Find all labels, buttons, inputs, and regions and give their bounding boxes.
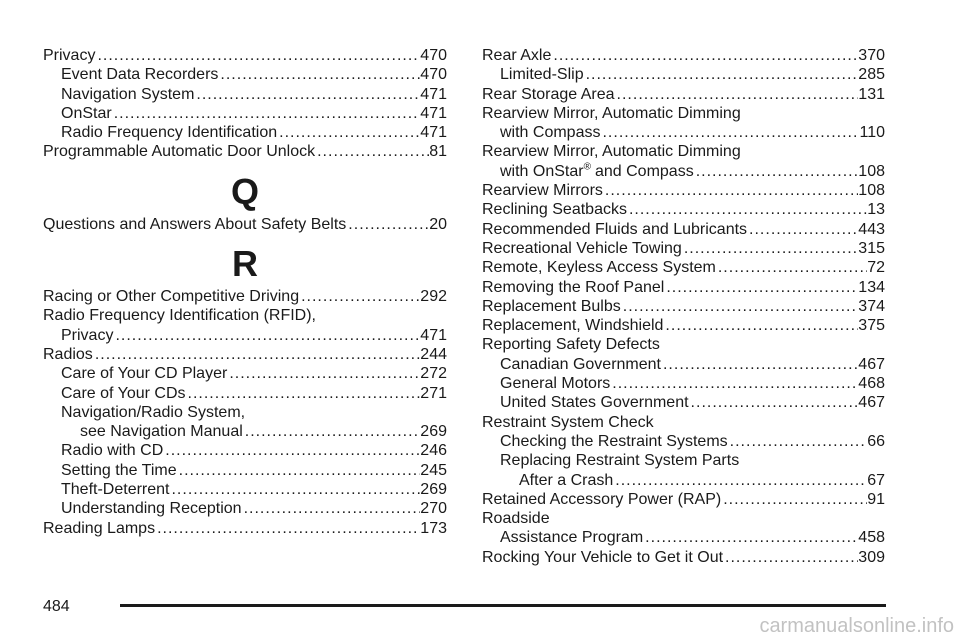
index-entry — [43, 85, 447, 104]
entry-label — [61, 85, 194, 104]
index-column-right — [482, 46, 885, 567]
entry-page-number: 309 — [858, 548, 885, 566]
dot-leader — [155, 519, 420, 538]
entry-label — [482, 297, 621, 316]
index-entry — [43, 499, 447, 518]
entry-label — [61, 123, 277, 142]
entry-label-text: Rocking Your Vehicle to Get it Out — [482, 548, 724, 566]
dot-leader — [112, 104, 421, 123]
dot-leader — [627, 200, 867, 219]
index-entry — [43, 480, 447, 499]
entry-page-number: 91 — [867, 490, 885, 508]
registered-mark: ® — [583, 161, 591, 173]
dot-leader — [277, 123, 420, 142]
index-entry — [482, 142, 885, 161]
entry-page-number: 468 — [858, 375, 885, 393]
entry-label-text: OnStar — [61, 104, 112, 122]
entry-label — [482, 142, 741, 161]
dot-leader — [682, 239, 858, 258]
entry-label-text: Reporting Safety Defects — [482, 336, 660, 354]
entry-label — [482, 239, 682, 258]
entry-label-text: Rear Axle — [482, 47, 552, 64]
entry-page-number: 245 — [420, 461, 447, 479]
index-entry — [43, 306, 447, 325]
entry-label — [500, 374, 610, 393]
entry-page-number: 370 — [858, 47, 885, 64]
entry-page-number: 467 — [858, 394, 885, 412]
index-entry — [43, 65, 447, 84]
entry-page-number: 470 — [420, 66, 447, 84]
entry-label-text: Recommended Fluids and Lubricants — [482, 220, 748, 238]
dot-leader — [551, 46, 858, 65]
entry-label-text: with OnStar — [500, 162, 584, 180]
dot-leader — [242, 499, 421, 518]
dot-leader — [716, 258, 867, 277]
entry-label-text: Restraint System Check — [482, 413, 654, 431]
entry-page-number: 467 — [858, 355, 885, 373]
entry-page-number: 108 — [858, 182, 885, 200]
section-letter-q: Q — [230, 170, 259, 212]
dot-leader — [218, 65, 420, 84]
entry-label-text: Reading Lamps — [43, 519, 156, 537]
entry-label-text: Navigation/Radio System, — [61, 403, 246, 421]
dot-leader — [721, 490, 867, 509]
index-entry — [482, 181, 885, 200]
entry-label — [61, 364, 227, 383]
entry-label — [61, 461, 177, 480]
entry-label — [482, 335, 660, 354]
index-entry — [43, 441, 447, 460]
index-entry — [482, 451, 885, 470]
entry-label-text: Replacing Restraint System Parts — [500, 452, 740, 470]
index-entry — [482, 335, 885, 354]
dot-leader — [610, 374, 858, 393]
entry-label — [61, 65, 218, 84]
entry-label-text: Racing or Other Competitive Driving — [43, 288, 300, 306]
page-number: 484 — [43, 598, 70, 615]
index-entry — [482, 46, 885, 65]
index-entry — [482, 471, 885, 490]
entry-label — [500, 355, 661, 374]
entry-label — [61, 499, 242, 518]
entry-label — [500, 393, 689, 412]
entry-label — [500, 451, 739, 470]
entry-label-text: General Motors — [500, 375, 611, 393]
entry-page-number: 269 — [420, 481, 447, 499]
entry-label-text: Theft-Deterrent — [61, 481, 170, 499]
index-entry — [482, 220, 885, 239]
entry-page-number: 272 — [420, 365, 447, 383]
index-entry — [482, 85, 885, 104]
index-entry — [482, 162, 885, 181]
index-entry — [43, 326, 447, 345]
index-entry — [43, 46, 447, 65]
index-entry — [482, 413, 885, 432]
entry-label-text: Radio with CD — [61, 442, 164, 460]
entry-label-text: Removing the Roof Panel — [482, 278, 665, 296]
entry-label — [482, 413, 654, 432]
dot-leader — [728, 432, 868, 451]
dot-leader — [643, 528, 858, 547]
entry-label-text: Rearview Mirrors — [482, 182, 603, 200]
entry-label-text: Care of Your CDs — [61, 384, 186, 402]
entry-label-text: After a Crash — [519, 471, 614, 489]
entry-label-text: Navigation System — [61, 85, 195, 103]
index-entry — [43, 384, 447, 403]
entry-page-number: 443 — [858, 220, 885, 238]
footer-rule — [120, 604, 886, 607]
dot-leader — [615, 85, 859, 104]
entry-page-number: 292 — [420, 288, 447, 306]
entry-label — [482, 490, 721, 509]
index-entry — [43, 364, 447, 383]
dot-leader — [603, 181, 858, 200]
index-entry — [482, 490, 885, 509]
entry-label-text: Questions and Answers About Safety Belts — [43, 215, 347, 233]
entry-page-number: 13 — [867, 201, 885, 219]
entry-label-text: Understanding Reception — [61, 500, 242, 518]
entry-label — [500, 432, 728, 451]
index-entry — [43, 461, 447, 480]
entry-label — [80, 422, 243, 441]
entry-page-number: 315 — [858, 239, 885, 257]
entry-page-number: 110 — [859, 124, 885, 142]
index-entry — [482, 374, 885, 393]
index-entry — [482, 278, 885, 297]
entry-label — [43, 345, 93, 364]
index-entry — [43, 123, 447, 142]
entry-label — [500, 162, 694, 181]
entry-label — [482, 181, 603, 200]
entry-label-text: Care of Your CD Player — [61, 365, 228, 383]
entry-page-number: 66 — [867, 432, 885, 450]
entry-page-number: 458 — [858, 529, 885, 547]
dot-leader — [689, 393, 859, 412]
watermark: carmanualsonline.info — [759, 615, 954, 637]
entry-label-text: Remote, Keyless Access System — [482, 259, 716, 277]
entry-label — [500, 65, 584, 84]
entry-label — [482, 509, 550, 528]
dot-leader — [227, 364, 420, 383]
entry-label-continued: and Compass — [594, 162, 694, 180]
dot-leader — [177, 461, 421, 480]
index-entry — [482, 239, 885, 258]
dot-leader — [664, 278, 858, 297]
dot-leader — [346, 215, 429, 234]
entry-label-text: Rear Storage Area — [482, 85, 615, 103]
entry-page-number: 67 — [867, 471, 885, 489]
index-entry — [482, 528, 885, 547]
index-entry — [482, 548, 885, 567]
entry-label-text: Canadian Government — [500, 355, 661, 373]
entry-page-number: 20 — [429, 215, 447, 233]
entry-page-number: 470 — [420, 47, 447, 64]
dot-leader — [584, 65, 859, 84]
entry-label — [43, 46, 95, 65]
entry-page-number: 246 — [420, 442, 447, 460]
entry-label — [482, 46, 551, 65]
entry-label — [500, 123, 600, 142]
dot-leader — [95, 46, 420, 65]
entry-page-number: 108 — [858, 162, 885, 180]
entry-page-number: 173 — [420, 519, 447, 537]
entry-page-number: 471 — [420, 104, 447, 122]
entry-label — [482, 278, 664, 297]
entry-label — [482, 548, 723, 567]
index-entry — [43, 345, 447, 364]
entry-page-number: 131 — [858, 85, 885, 103]
index-entry — [43, 215, 447, 234]
entry-label-text: Privacy — [43, 47, 96, 64]
entry-page-number: 375 — [858, 317, 885, 335]
entry-label-text: United States Government — [500, 394, 689, 412]
dot-leader — [663, 316, 858, 335]
entry-label-text: Replacement, Windshield — [482, 317, 664, 335]
entry-label-text: Radio Frequency Identification (RFID), — [43, 307, 316, 325]
entry-label — [61, 384, 186, 403]
entry-label-text: Roadside — [482, 510, 550, 528]
entry-label-text: Recreational Vehicle Towing — [482, 239, 682, 257]
entry-page-number: 269 — [420, 423, 447, 441]
dot-leader — [194, 85, 420, 104]
index-entry — [482, 297, 885, 316]
entry-page-number: 285 — [858, 66, 885, 84]
entry-label — [43, 287, 299, 306]
entry-label — [61, 480, 169, 499]
dot-leader — [186, 384, 421, 403]
entry-label-text: Setting the Time — [61, 461, 177, 479]
entry-label-text: Replacement Bulbs — [482, 297, 621, 315]
entry-label — [482, 85, 615, 104]
entry-page-number: 134 — [858, 278, 885, 296]
entry-label-text: Assistance Program — [500, 529, 644, 547]
entry-page-number: 270 — [420, 500, 447, 518]
entry-label — [43, 306, 316, 325]
dot-leader — [694, 162, 859, 181]
index-column-left — [43, 46, 447, 538]
index-entry — [43, 287, 447, 306]
entry-label-text: Event Data Recorders — [61, 66, 219, 84]
entry-label-text: Programmable Automatic Door Unlock — [43, 143, 316, 161]
index-entry — [43, 104, 447, 123]
entry-label — [43, 519, 155, 538]
entry-label-text: see Navigation Manual — [80, 423, 243, 441]
index-entry — [43, 422, 447, 441]
index-entry — [482, 258, 885, 277]
dot-leader — [315, 142, 429, 161]
entry-label — [43, 215, 346, 234]
entry-label-text: Rearview Mirror, Automatic Dimming — [482, 143, 741, 161]
index-entry — [43, 403, 447, 422]
index-entry — [482, 509, 885, 528]
entry-label — [61, 403, 245, 422]
entry-page-number: 271 — [420, 384, 447, 402]
index-entry — [482, 123, 885, 142]
index-entry — [482, 65, 885, 84]
entry-label-text: Checking the Restraint Systems — [500, 432, 728, 450]
index-entry — [43, 519, 447, 538]
dot-leader — [661, 355, 858, 374]
entry-page-number: 72 — [867, 259, 885, 277]
dot-leader — [723, 548, 858, 567]
entry-label — [500, 528, 643, 547]
dot-leader — [613, 471, 867, 490]
dot-leader — [169, 480, 420, 499]
entry-label-text: Radios — [43, 345, 93, 363]
dot-leader — [113, 326, 420, 345]
entry-page-number: 471 — [420, 124, 447, 142]
entry-page-number: 374 — [858, 297, 885, 315]
index-entry — [482, 393, 885, 412]
index-entry — [482, 432, 885, 451]
entry-label — [61, 104, 112, 123]
entry-page-number: 471 — [420, 326, 447, 344]
section-letter-r: R — [232, 243, 258, 285]
entry-label — [61, 441, 163, 460]
entry-label-text: Retained Accessory Power (RAP) — [482, 490, 722, 508]
entry-label-text: Radio Frequency Identification — [61, 124, 278, 142]
index-entry — [482, 316, 885, 335]
entry-label-text: Reclining Seatbacks — [482, 201, 627, 219]
entry-label — [482, 316, 663, 335]
entry-label-text: Rearview Mirror, Automatic Dimming — [482, 104, 741, 122]
entry-label-text: with Compass — [500, 124, 601, 142]
entry-label-text: Limited-Slip — [500, 66, 584, 84]
dot-leader — [621, 297, 859, 316]
dot-leader — [243, 422, 421, 441]
index-entry — [482, 355, 885, 374]
entry-label — [519, 471, 613, 490]
entry-page-number: 81 — [429, 143, 447, 161]
entry-page-number: 471 — [420, 85, 447, 103]
index-entry — [482, 200, 885, 219]
dot-leader — [299, 287, 420, 306]
entry-label — [43, 142, 315, 161]
dot-leader — [163, 441, 420, 460]
dot-leader — [600, 123, 859, 142]
dot-leader — [93, 345, 420, 364]
entry-label — [482, 220, 747, 239]
index-entry — [482, 104, 885, 123]
entry-label — [482, 258, 716, 277]
index-entry — [43, 142, 447, 161]
entry-label — [482, 104, 741, 123]
entry-label-text: Privacy — [61, 326, 114, 344]
dot-leader — [747, 220, 858, 239]
entry-page-number: 244 — [420, 345, 447, 363]
entry-label — [482, 200, 627, 219]
entry-label — [61, 326, 113, 345]
